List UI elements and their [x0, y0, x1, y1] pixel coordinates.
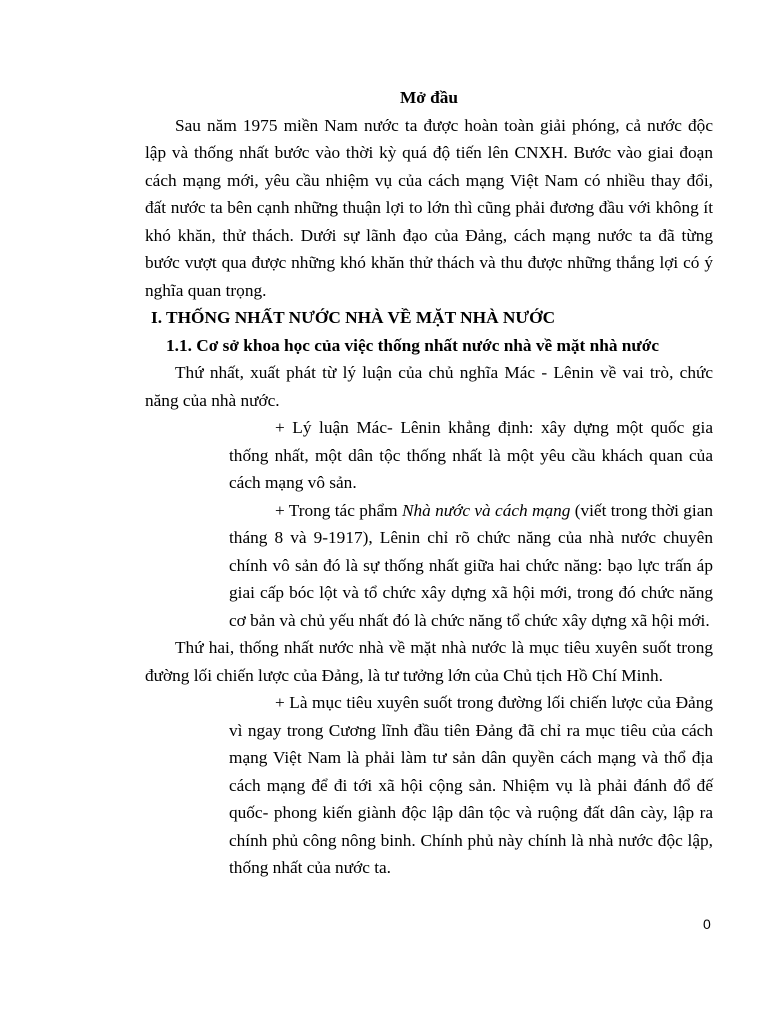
work-title: Nhà nước và cách mạng [401, 500, 571, 520]
intro-paragraph: Sau năm 1975 miền Nam nước ta được hoàn toàn giải phóng, cả nước độc lập và thống nhất bước vào thời kỳ quá độ tiến lên CNXH. Bước vào giai đoạn cách mạng mới, yêu cầu nhiệm vụ của cách mạng Việt Nam có nhiều thay đổi, đất nước ta bên cạnh những thuận lợi to lớn thì cũng phải đương đầu với không ít khó khăn, thử thách. Dưới sự lãnh đạo của Đảng, cách mạng nước ta đã từng bước vượt qua được những khó khăn thử thách và thu được những thắng lợi có ý nghĩa quan trọng. [145, 115, 713, 300]
document-title: Mở đầu [399, 88, 459, 107]
bullet-prefix: + Trong tác phẩm [275, 500, 402, 520]
subsection-heading: 1.1. Cơ sở khoa học của việc thống nhất nước nhà về mặt nhà nước [166, 335, 660, 355]
bullet-party-goal: + Là mục tiêu xuyên suốt trong đường lối chiến lược của Đảng vì ngay trong Cương lĩnh đầu tiên Đảng đã chỉ ra mục tiêu của cách mạng Việt Nam là phải làm tư sản dân quyền cách mạng và thổ địa cách mạng để đi tới xã hội cộng sản. Nhiệm vụ là phải đánh đổ đế quốc- phong kiến giành độc lập dân tộc và ruộng đất dân cày, lập ra chính phủ công nông binh. Chính phủ này chính là nhà nước độc lập, thống nhất của nước ta. [229, 693, 713, 877]
second-point-paragraph: Thứ hai, thống nhất nước nhà về mặt nhà nước là mục tiêu xuyên suốt trong đường lối chiến lược của Đảng, là tư tưởng lớn của Chủ tịch Hồ Chí Minh. [145, 638, 713, 685]
bullet-marxism-lenin: + Lý luận Mác- Lênin khẳng định: xây dựng một quốc gia thống nhất, một dân tộc thống nhất là một yêu cầu khách quan của cách mạng vô sản. [229, 418, 713, 492]
document-body [145, 84, 713, 882]
page-number: 0 [703, 916, 711, 932]
bullet-suffix: (viết trong thời gian tháng 8 và 9-1917), Lênin chỉ rõ chức năng của nhà nước chuyên chính vô sản đó là sự thống nhất giữa hai chức năng: bạo lực trấn áp giai cấp bóc lột và tổ chức xây dựng xã hội mới, trong đó chức năng cơ bản và chủ yếu nhất đó là chức năng tổ chức xây dựng xã hội mới. [229, 500, 714, 630]
section-heading: I. THỐNG NHẤT NƯỚC NHÀ VỀ MẶT NHÀ NƯỚC [151, 308, 556, 327]
first-point-paragraph: Thứ nhất, xuất phát từ lý luận của chủ nghĩa Mác - Lênin về vai trò, chức năng của nhà nước. [145, 363, 713, 410]
bullet-state-and-revolution [229, 497, 713, 635]
